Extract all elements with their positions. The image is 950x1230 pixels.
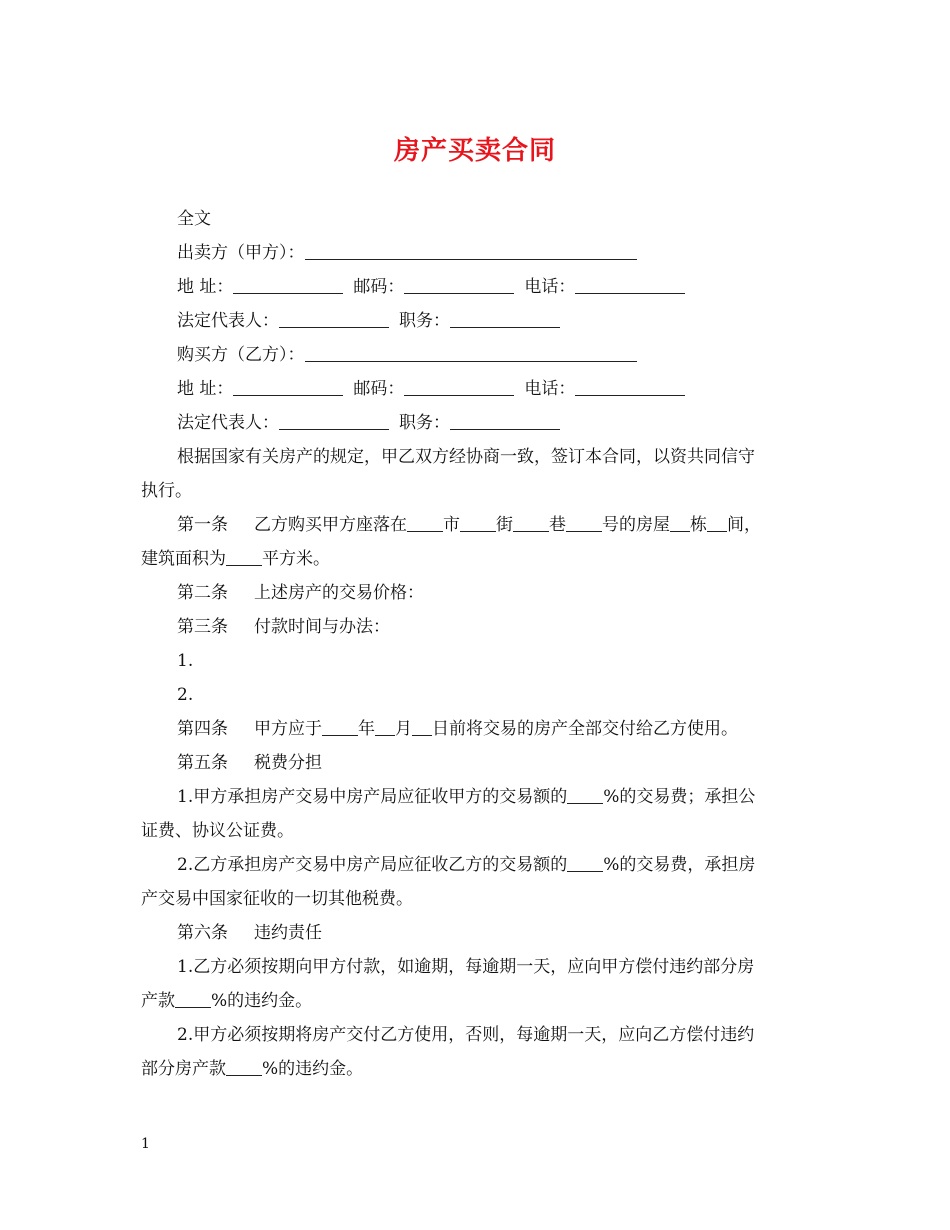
seller-phone-blank	[575, 275, 685, 294]
buyer-rep-blank	[279, 411, 389, 430]
article-5-line: 第五条 税费分担	[177, 753, 322, 773]
article-5-item-1-line-1: 1.甲方承担房产交易中房产局应征收甲方的交易额的 %的交易费；承担公	[177, 787, 756, 807]
full-text-line: 全文	[177, 209, 211, 229]
article-5-item-2-line-1: 2.乙方承担房产交易中房产局应征收乙方的交易额的 %的交易费，承担房	[177, 855, 756, 875]
intro-line-2: 执行。	[141, 481, 192, 501]
seller-line: 出卖方（甲方）：	[141, 236, 811, 270]
buyer-phone-blank	[575, 377, 685, 396]
article-6-item-1-line-2: 产款 %的违约金。	[141, 991, 313, 1011]
article-3-item-1: 1.	[177, 651, 194, 671]
seller-blank	[305, 241, 637, 260]
page-number: 1	[141, 1136, 150, 1152]
seller-rep-blank	[279, 309, 389, 328]
article-5-item-1-line-2: 证费、协议公证费。	[141, 821, 294, 841]
article-1-line-1: 第一条 乙方购买甲方座落在 市 街 巷 号的房屋 栋 间，	[177, 515, 761, 535]
buyer-postcode-blank	[404, 377, 514, 396]
article-3-line: 第三条 付款时间与办法：	[177, 617, 390, 637]
buyer-line: 购买方（乙方）：	[141, 338, 811, 372]
buyer-address-line: 地 址： 邮码： 电话：	[141, 372, 811, 406]
intro-line-1: 根据国家有关房产的规定，甲乙双方经协商一致，签订本合同，以资共同信守	[177, 447, 755, 467]
seller-address-line: 地 址： 邮码： 电话：	[141, 270, 811, 304]
buyer-address-blank	[233, 377, 343, 396]
buyer-position-blank	[450, 411, 560, 430]
seller-postcode-blank	[404, 275, 514, 294]
seller-rep-line: 法定代表人： 职务：	[141, 304, 811, 338]
article-3-item-2: 2.	[177, 685, 194, 705]
article-4-line: 第四条 甲方应于 年 月 日前将交易的房产全部交付给乙方使用。	[177, 719, 738, 739]
article-6-item-2-line-1: 2.甲方必须按期将房产交付乙方使用，否则，每逾期一天，应向乙方偿付违约	[177, 1025, 755, 1045]
seller-position-blank	[450, 309, 560, 328]
article-1-line-2: 建筑面积为 平方米。	[141, 549, 330, 569]
buyer-rep-line: 法定代表人： 职务：	[141, 406, 811, 440]
document-title: 房产买卖合同	[393, 136, 556, 166]
article-6-line: 第六条 违约责任	[177, 923, 322, 943]
article-2-line: 第二条 上述房产的交易价格：	[177, 583, 424, 603]
contract-body	[141, 202, 811, 1086]
article-6-item-2-line-2: 部分房产款 %的违约金。	[141, 1059, 364, 1079]
buyer-blank	[305, 343, 637, 362]
article-5-item-2-line-2: 产交易中国家征收的一切其他税费。	[141, 889, 413, 909]
seller-address-blank	[233, 275, 343, 294]
article-6-item-1-line-1: 1.乙方必须按期向甲方付款，如逾期，每逾期一天，应向甲方偿付违约部分房	[177, 957, 755, 977]
